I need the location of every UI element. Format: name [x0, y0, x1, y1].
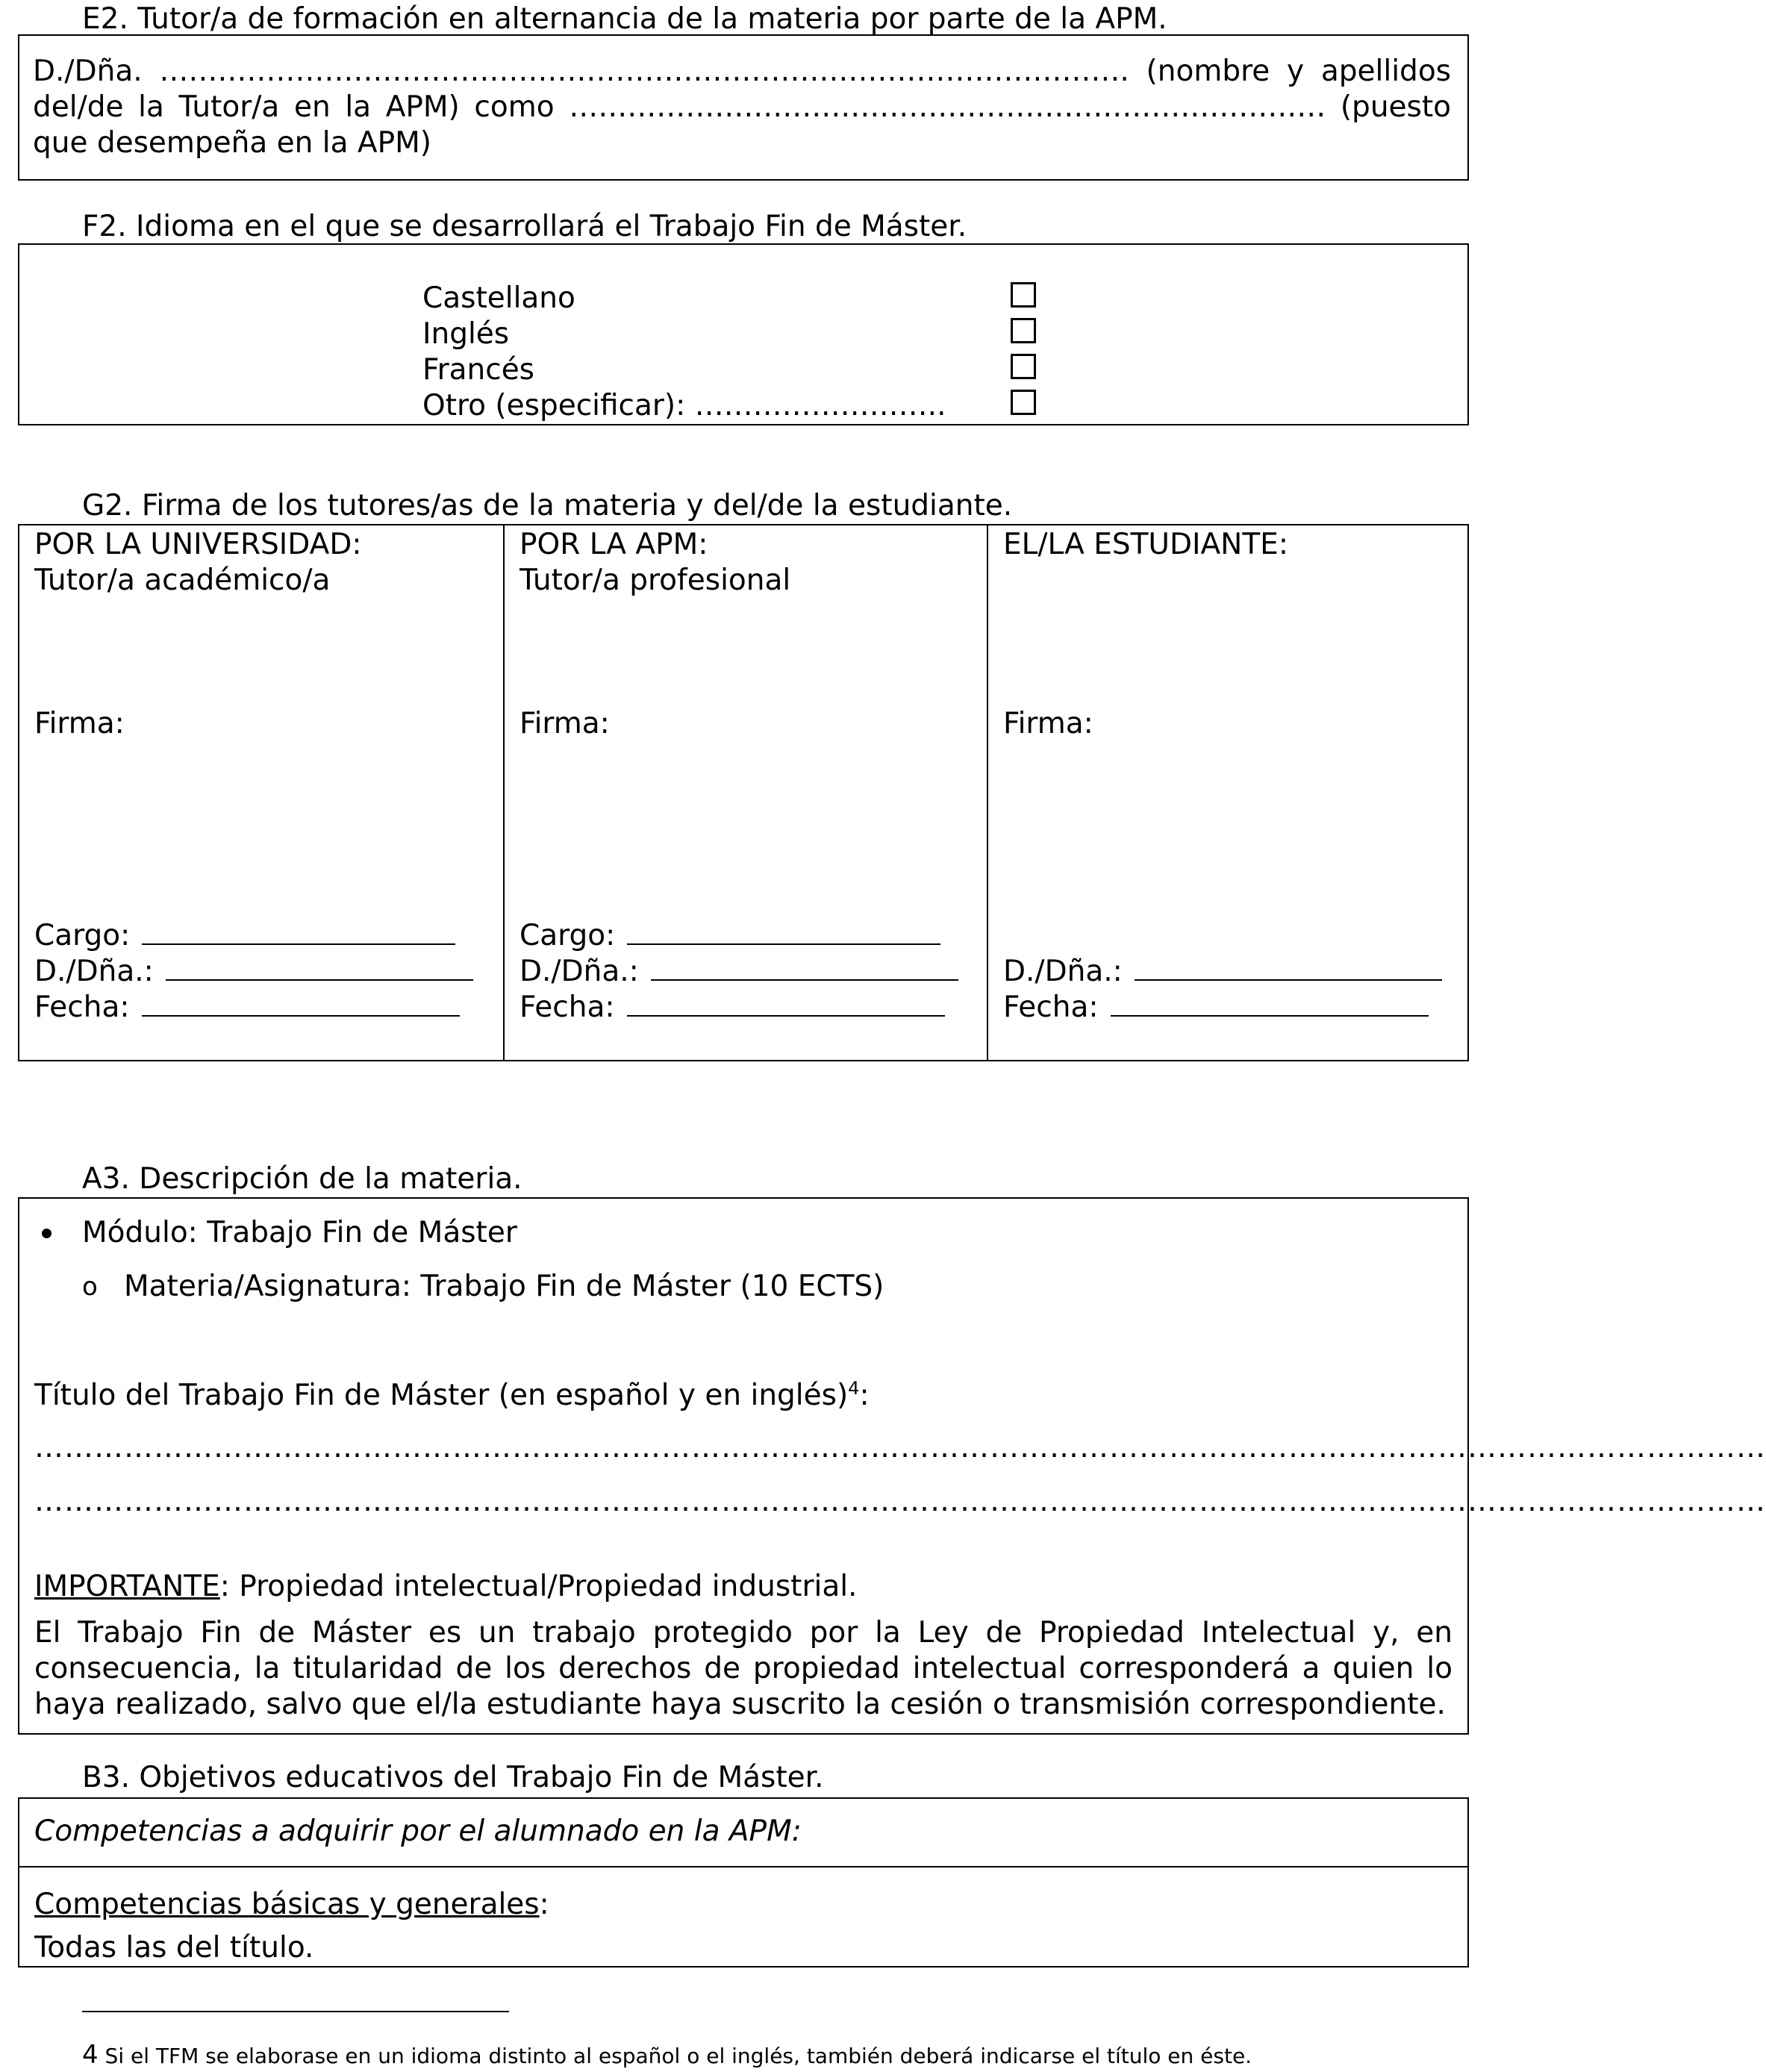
checkbox-otro[interactable]	[1011, 390, 1036, 415]
column-title: EL/LA ESTUDIANTE:	[1003, 528, 1288, 561]
name-line	[651, 955, 958, 981]
competencias-apm-row	[19, 1799, 1467, 1867]
todas-text: Todas las del título.	[34, 1931, 314, 1965]
objectives-box	[18, 1797, 1469, 1968]
titulo-label	[34, 1378, 870, 1414]
cargo-line	[627, 920, 940, 945]
section-e2-heading: E2. Tutor/a de formación en alternancia de la materia por parte de la APM.	[82, 2, 1167, 36]
signature-column-apm	[503, 525, 987, 1060]
checkbox-frances[interactable]	[1011, 354, 1036, 379]
name-label: D./Dña.:	[1003, 955, 1123, 988]
firma-label: Firma:	[34, 707, 125, 740]
language-option-ingles: Inglés	[422, 317, 510, 351]
checkbox-castellano[interactable]	[1011, 282, 1036, 308]
date-line	[627, 991, 945, 1017]
importante-heading	[34, 1569, 857, 1605]
materia-text: Materia/Asignatura: Trabajo Fin de Máster (10 ECTS)	[124, 1270, 884, 1303]
importante-rest: : Propiedad intelectual/Propiedad industrial.	[219, 1570, 858, 1603]
name-label: D./Dña.:	[519, 955, 639, 988]
cargo-label: Cargo:	[34, 919, 131, 952]
footnote-separator	[82, 2011, 509, 2012]
bullet-icon	[42, 1229, 52, 1238]
column-subtitle: Tutor/a profesional	[519, 564, 791, 597]
description-box	[18, 1197, 1766, 1735]
firma-label: Firma:	[1003, 707, 1093, 740]
name-field[interactable]	[1003, 954, 1442, 990]
competencias-apm-text: Competencias a adquirir por el alumnado en la APM:	[34, 1814, 802, 1848]
firma-label: Firma:	[519, 707, 610, 740]
name-label: D./Dña.:	[34, 955, 154, 988]
propiedad-paragraph: El Trabajo Fin de Máster es un trabajo protegido por la Ley de Propiedad Intelectual y, en consecuencia, la titularidad de los derechos de propiedad intelectual corresponderá a quien lo haya realizado, salvo que el/la estudiante haya suscrito la cesión o transmisión correspondiente.	[34, 1616, 1453, 1721]
column-subtitle: Tutor/a académico/a	[34, 564, 331, 597]
section-a3-heading: A3. Descripción de la materia.	[82, 1162, 522, 1196]
modulo-text: Módulo: Trabajo Fin de Máster	[82, 1216, 517, 1249]
cargo-field[interactable]	[34, 918, 455, 954]
footnote-text: Si el TFM se elaborase en un idioma distinto al español o el inglés, también deberá indicarse el título en éste.	[98, 2044, 1252, 2068]
section-g2-heading: G2. Firma de los tutores/as de la materia y del/de la estudiante.	[82, 489, 1013, 522]
column-title: POR LA APM:	[519, 528, 708, 561]
name-field[interactable]	[519, 954, 958, 990]
competencias-basicas-colon: :	[539, 1888, 549, 1921]
footnote-ref: 4	[848, 1378, 860, 1399]
language-option-castellano: Castellano	[422, 281, 575, 315]
language-option-frances: Francés	[422, 353, 535, 387]
name-line	[1135, 955, 1442, 981]
date-label: Fecha:	[519, 990, 615, 1024]
checkbox-ingles[interactable]	[1011, 318, 1036, 343]
titulo-input-line-2[interactable]: …………………………………………………………………………………………………………………………………………………………	[34, 1485, 1766, 1518]
date-field[interactable]	[34, 990, 460, 1026]
language-box	[18, 243, 1469, 425]
tutor-apm-box	[18, 34, 1469, 181]
signature-column-estudiante	[987, 525, 1467, 1060]
cargo-label: Cargo:	[519, 919, 616, 952]
titulo-input-line-1[interactable]: …………………………………………………………………………………………………………………………………………………………	[34, 1431, 1766, 1464]
tutor-apm-text: D./Dña. ………………………………………………………………………………………. (nombre y apellidos del/de la Tutor/a en la APM) como …………………………………………………………………… (puesto que desempeña en la APM)	[33, 54, 1451, 160]
signature-column-universidad	[19, 525, 503, 1060]
footnote	[82, 2042, 1252, 2069]
competencias-basicas-heading	[34, 1887, 549, 1923]
section-b3-heading: B3. Objetivos educativos del Trabajo Fin de Máster.	[82, 1761, 824, 1794]
titulo-colon: :	[859, 1379, 870, 1412]
sub-bullet-icon: o	[82, 1272, 98, 1302]
cargo-line	[142, 920, 455, 945]
date-label: Fecha:	[1003, 990, 1099, 1024]
competencias-basicas-label: Competencias básicas y generales	[34, 1888, 540, 1921]
language-option-otro: Otro (especificar): ……………………..	[422, 389, 946, 422]
date-line	[1111, 991, 1429, 1017]
signature-table	[18, 524, 1469, 1061]
date-field[interactable]	[519, 990, 945, 1026]
cargo-field[interactable]	[519, 918, 940, 954]
section-f2-heading: F2. Idioma en el que se desarrollará el Trabajo Fin de Máster.	[82, 210, 967, 243]
column-title: POR LA UNIVERSIDAD:	[34, 528, 362, 561]
date-line	[142, 991, 460, 1017]
importante-label: IMPORTANTE	[34, 1570, 220, 1603]
name-field[interactable]	[34, 954, 473, 990]
date-label: Fecha:	[34, 990, 130, 1024]
footnote-number: 4	[82, 2040, 99, 2070]
date-field[interactable]	[1003, 990, 1429, 1026]
name-line	[166, 955, 473, 981]
titulo-text: Título del Trabajo Fin de Máster (en español y en inglés)	[34, 1379, 849, 1412]
